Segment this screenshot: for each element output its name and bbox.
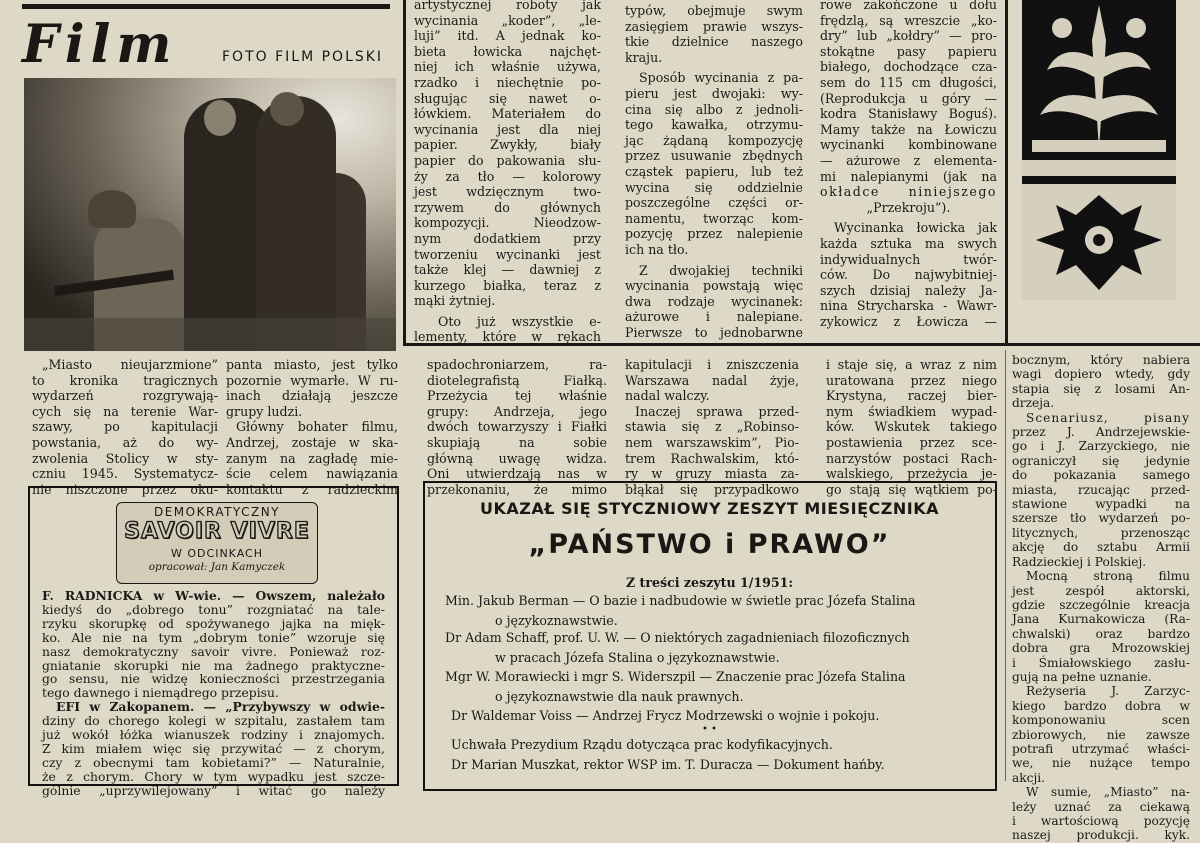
- article-c-line: dry” lub „kołdry” — pro-: [820, 28, 997, 44]
- article-a-line: niej ich właśnie używa,: [414, 59, 601, 75]
- film-review-right-line: Jana Kurnakowicza (Ra-: [1012, 612, 1190, 627]
- film-review-line: ry w gruzy miasta za-: [625, 466, 799, 482]
- article-c-line: Wycinanka łowicka jak: [834, 220, 997, 236]
- film-review-right-line: gdzie szczególnie kreacja: [1012, 597, 1190, 612]
- article-b-line: Sposób wycinania z pa-: [639, 70, 803, 86]
- article-a-line: tworzeniu wycinanki jest: [414, 246, 601, 262]
- article-c-line: wycinanki kombinowane: [820, 137, 997, 153]
- film-review-right-line: zbiorowych, nie zawsze: [1012, 727, 1190, 742]
- film-review-line: stawia się z „Robinso-: [625, 419, 799, 435]
- film-review-line: grupy: Andrzeja, jego: [427, 403, 607, 419]
- article-a-line: papier. Zwykły, biały: [414, 137, 601, 153]
- film-review-line: postawienia przez sce-: [826, 434, 997, 450]
- article-c-line: — ażurowe z elementa-: [820, 152, 997, 168]
- film-review-line: nem warszawskim”, Pio-: [625, 434, 799, 450]
- article-a-line: bieta łowicka najchęt-: [414, 43, 601, 59]
- film-review-right-line: jest zespół aktorski,: [1012, 583, 1190, 598]
- film-review-line: Oni utwierdzają nas w: [427, 466, 607, 482]
- film-review-line: Przeżycia tej właśnie: [427, 388, 607, 404]
- film-review-right-line: szersze tło wydarzeń po-: [1012, 511, 1190, 526]
- film-review-line: spadochroniarzem, ra-: [427, 357, 607, 372]
- film-review-line: Inaczej sprawa przed-: [635, 403, 799, 419]
- article-b-line: pieru jest dwojaki: wy-: [625, 85, 803, 101]
- article-b-line: zasięgiem prawie wszys-: [625, 18, 803, 34]
- film-review-line: uratowana przez niego: [826, 372, 997, 388]
- contents-item: Min. Jakub Berman — O bazie i nadbudowie w świetle prac Józefa Stalina: [445, 593, 916, 608]
- article-b-line: cina się albo z jednoli-: [625, 101, 803, 117]
- film-review-line: walskiego, przeżycia je-: [826, 466, 997, 482]
- film-review-line: ków. Wskutek takiego: [826, 419, 997, 435]
- film-review-line: dwóch towarzyszy i Fiałki: [427, 419, 607, 435]
- film-review-right-line: chwalski) oraz bardzo: [1012, 626, 1190, 641]
- film-review-right-line: stapia się z losami An-: [1012, 381, 1190, 396]
- film-review-line: to kronika tragicznych: [32, 372, 218, 388]
- top-rule-left: [22, 4, 390, 9]
- announcement-headline: UKAZAŁ SIĘ STYCZNIOWY ZESZYT MIESIĘCZNIKA: [479, 499, 940, 518]
- contents-item: Dr Adam Schaff, prof. U. W. — O niektórych zagadnieniach filozoficznych: [445, 630, 910, 645]
- article-b-line: ich na tło.: [625, 241, 689, 257]
- film-review-line: zanym na zagładę mie-: [226, 450, 398, 466]
- film-review-line: kapitulacji i zniszczenia: [625, 357, 799, 372]
- film-review-line: cych się na terenie War-: [32, 403, 218, 419]
- film-review-line: szawy, po kapitulacji: [32, 419, 218, 435]
- photo-credit: FOTO FILM POLSKI: [222, 49, 384, 65]
- film-review-right-line: i Śmiałowskiego zasłu-: [1012, 655, 1190, 670]
- contents-item: o językoznawstwie.: [495, 613, 618, 628]
- film-review-right-line: litycznych, przenosząc: [1012, 525, 1190, 540]
- film-review-line: Andrzej, zostaje w ska-: [226, 434, 398, 450]
- savoir-vivre-line: Z kim miałem więc się przywitać — z chorym,: [42, 740, 385, 756]
- article-b-line: jąc żądaną kompozycję: [625, 132, 803, 148]
- article-b-line: przez usuwanie zbędnych: [625, 148, 803, 164]
- film-review-right-line: miasta, rzucając przed-: [1012, 482, 1190, 497]
- article-b-line: tego kawałka, otrzymu-: [625, 117, 803, 133]
- article-a-line: lementy, które w rękach: [414, 329, 601, 345]
- article-b-line: wycinania powstają więc: [625, 278, 803, 294]
- savoir-vivre-line: już wokół łóżka wianuszek rodziny i znajomych.: [42, 727, 385, 743]
- article-b-line: namentu, tworząc kom-: [625, 210, 803, 226]
- article-column-b: [625, 3, 803, 339]
- section-box-right-rule: [1005, 0, 1008, 345]
- article-a-line: wycinania jest dla niej: [414, 121, 601, 137]
- article-a-line: kompozycji. Nieodzow-: [414, 215, 601, 231]
- contents-item: Dr Waldemar Voiss — Andrzej Frycz Modrzewski o wojnie i pokoju.: [451, 708, 880, 723]
- article-c-line: białego, dochodzące cza-: [820, 59, 997, 75]
- article-a-line: mąki żytniej.: [414, 293, 496, 309]
- film-review-right-line: drzeja.: [1012, 396, 1055, 411]
- article-c-line: nina Strycharska - Wawr-: [820, 298, 997, 314]
- article-column-c: [820, 0, 997, 337]
- article-c-line: okładce niniejszego: [820, 184, 997, 200]
- film-review-right-line: ograniczył się jedynie: [1012, 453, 1190, 468]
- film-review-line: Warszawa nadal żyje,: [625, 372, 799, 388]
- article-b-line: cząstek papieru, lub też: [625, 163, 803, 179]
- article-c-line: sem do 115 cm długości,: [820, 74, 997, 90]
- film-review-right-line: we, nie nużące tempo: [1012, 756, 1190, 771]
- article-a-line: nym dodatkiem przy: [414, 230, 601, 246]
- film-review-line: „Miasto nieujarzmione”: [42, 357, 218, 372]
- savoir-vivre-line2: SAVOIR VIVRE: [124, 519, 310, 544]
- column-divider-right: [1005, 350, 1006, 781]
- film-review-right-line: Reżyseria J. Zarzyc-: [1026, 684, 1190, 699]
- savoir-vivre-line: F. RADNICKA w W-wie. — Owszem, należało: [42, 588, 385, 603]
- article-a-line: wycinania „koder”, „le-: [414, 12, 601, 28]
- article-a-line: Oto już wszystkie e-: [438, 313, 601, 329]
- film-review-line: kontaktu z radzieckim: [226, 481, 398, 497]
- savoir-vivre-box: [28, 486, 399, 798]
- savoir-vivre-line: rzyku skorupkę od spożywanego jajka na mięk-: [42, 615, 385, 631]
- savoir-vivre-line: że z chorym. Chory w tym wypadku jest szcze-: [42, 768, 385, 784]
- savoir-vivre-line: kiedyś do „dobrego tonu” rozgniatać na tale-: [42, 601, 385, 617]
- film-review-right-line: do pokazania samego: [1012, 468, 1190, 483]
- film-review-right-line: W sumie, „Miasto” na-: [1026, 785, 1190, 800]
- article-b-line: kraju.: [625, 49, 663, 65]
- film-review-right-line: Radzieckiej i Polskiej.: [1012, 554, 1147, 569]
- film-review-right-line: leży uznać za ciekawą: [1012, 799, 1190, 814]
- film-review-right-line: akcję do sztabu Armii: [1012, 540, 1190, 555]
- savoir-vivre-line: tego dawnego i niemądrego przepisu.: [42, 685, 279, 701]
- article-a-line: sługując się nawet o-: [414, 90, 601, 106]
- article-c-line: frędzlą, są wreszcie „ko-: [820, 12, 997, 28]
- film-review-column-right: [1012, 353, 1190, 843]
- film-review-right-line: Mocną stroną filmu: [1026, 569, 1190, 584]
- savoir-vivre-line: go sensu, nie widzę konieczności przestrzegania: [42, 671, 385, 687]
- article-column-a: [414, 0, 601, 345]
- magazine-name: „PAŃSTWO i PRAWO”: [528, 529, 891, 560]
- contents-item: o językoznawstwie dla nauk prawnych.: [495, 689, 744, 704]
- film-review-line: panta miasto, jest tylko: [226, 357, 398, 372]
- film-review-line: diotelegrafistą Fiałką.: [427, 372, 607, 388]
- film-review-line: skupiają na sobie: [427, 434, 607, 450]
- article-a-line: rzadko i niechętnie po-: [414, 74, 601, 90]
- savoir-vivre-line: dziny do chorego kolegi w szpitalu, zastałem tam: [42, 713, 385, 729]
- film-review-right-line: naszej produkcji. kyk.: [1012, 828, 1190, 843]
- film-review-line: nym świadkiem wypad-: [826, 403, 997, 419]
- contents-item: Mgr W. Morawiecki i mgr S. Widerszpil — Znaczenie prac Józefa Stalina: [445, 669, 906, 684]
- film-review-line: czniu 1945. Systematycz-: [32, 466, 218, 482]
- contents-item: Uchwała Prezydium Rządu dotycząca prac kodyfikacyjnych.: [451, 737, 833, 752]
- film-review-line: główną uwagę widza.: [427, 450, 607, 466]
- film-review-right-line: gują na pełne uznanie.: [1012, 669, 1152, 684]
- film-review-right-line: i wartościową pozycję: [1012, 814, 1190, 828]
- savoir-vivre-line: gólnie „uprzywilejowany” i witać go należy: [42, 782, 385, 798]
- article-a-line: artystycznej roboty jak: [414, 0, 601, 12]
- article-a-line: luji” itd. A jednak ko-: [414, 28, 601, 44]
- film-review-line: narzystów postaci Rach-: [826, 450, 997, 466]
- savoir-vivre-line: czy z obecnymi tam kobietami?” — Naturalnie,: [42, 754, 385, 770]
- film-review-line: błąkał się przypadkowo: [625, 481, 799, 497]
- section-box-top-rule-left: [403, 0, 406, 345]
- article-c-line: Mamy także na Łowiczu: [820, 121, 997, 137]
- film-review-right-line: go i J. Zarzyckiego, nie: [1012, 439, 1190, 454]
- article-a-line: papier do pakowania słu-: [414, 152, 601, 168]
- contents-intro: Z treści zeszytu 1/1951:: [625, 575, 794, 590]
- article-b-line: ażurowe i nalepiane.: [625, 309, 803, 325]
- contents-item: w pracach Józefa Stalina o językoznawstwie.: [495, 650, 780, 665]
- film-review-column-3: [427, 357, 607, 497]
- film-review-line: ście celem nawiązania: [226, 466, 398, 482]
- article-a-line: rzywem do głównych: [414, 199, 601, 215]
- magazine-announcement-box: [423, 481, 997, 791]
- article-c-line: „Przekroju”).: [866, 199, 951, 215]
- savoir-vivre-line: EFI w Zakopanem. — „Przybywszy w odwie-: [56, 699, 385, 715]
- film-review-column-2: [226, 357, 398, 497]
- article-b-line: tkie dzielnice naszego: [625, 34, 803, 50]
- film-review-right-line: przez J. Andrzejewskie-: [1012, 425, 1190, 440]
- film-review-right-line: wagi dopiero wtedy, gdy: [1012, 367, 1190, 382]
- article-a-line: jest wdzięcznym two-: [414, 184, 601, 200]
- film-review-line: wydarzeń rozgrywają-: [32, 388, 218, 404]
- savoir-vivre-body: [42, 588, 385, 798]
- contents-separator: • •: [702, 724, 717, 735]
- article-b-line: Pierwsze to jednobarwne: [625, 324, 803, 340]
- film-review-line: trem Rachwalskim, któ-: [625, 450, 799, 466]
- film-review-line: zwolenia Stolicy w sty-: [32, 450, 218, 466]
- film-review-line: przekonaniu, że mimo: [427, 481, 607, 497]
- savoir-vivre-line: gniatanie skorupki nie ma żadnego praktyczne-: [42, 657, 385, 673]
- film-review-line: go stają się wątkiem po-: [826, 481, 997, 497]
- article-c-line: każda sztuka ma swych: [820, 235, 997, 251]
- savoir-vivre-author: opracował: Jan Kamyczek: [148, 561, 286, 573]
- film-review-column-1: [32, 357, 218, 497]
- article-c-line: szych dzisiaj należy Ja-: [820, 282, 997, 298]
- film-review-right-line: dobra gra Mrozowskiej: [1012, 641, 1190, 656]
- article-a-line: także klej — dawniej z: [414, 262, 601, 278]
- film-review-column-5: [826, 357, 997, 497]
- film-review-line: nadal walczy.: [625, 388, 710, 404]
- film-review-column-4: [625, 357, 799, 497]
- film-review-line: i staje się, a wraz z nim: [826, 357, 997, 372]
- article-c-line: indywidualnych twór-: [820, 251, 997, 267]
- film-review-right-line: bocznym, który nabiera: [1012, 353, 1190, 367]
- film-review-line: pozornie wymarłe. W ru-: [226, 372, 398, 388]
- article-c-line: zykowicz z Łowicza —: [820, 313, 997, 329]
- film-review-line: powstania, aż do wy-: [32, 434, 218, 450]
- article-c-line: (Reprodukcja u góry —: [820, 90, 997, 106]
- article-b-line: pozycję przez nalepienie: [625, 226, 803, 242]
- film-title: Film: [22, 14, 178, 75]
- savoir-vivre-line1: DEMOKRATYCZNY: [153, 505, 281, 519]
- film-review-right-line: akcji.: [1012, 770, 1046, 785]
- folk-paper-cutout-illustration: [1022, 0, 1176, 300]
- savoir-vivre-line3: W ODCINKACH: [171, 547, 263, 560]
- film-review-line: nie niszczone przez oku-: [32, 481, 218, 497]
- film-review-right-line: kiego bardzo dobra w: [1012, 698, 1190, 713]
- article-c-line: rowe zakończone u dołu: [820, 0, 997, 12]
- film-review-line: Główny bohater filmu,: [236, 419, 398, 435]
- film-review-right-line: komponowaniu scen: [1012, 713, 1190, 728]
- article-b-line: wycina się oddzielnie: [625, 179, 803, 195]
- contents-item: Dr Marian Muszkat, rektor WSP im. T. Duracza — Dokument hańby.: [451, 757, 885, 772]
- film-review-right-line: potrafi utrzymać właści-: [1012, 741, 1190, 756]
- article-b-line: poszczególne części or-: [625, 195, 803, 211]
- article-a-line: kurzego białka, teraz z: [414, 277, 601, 293]
- film-review-right-line: Scenariusz, pisany: [1026, 410, 1190, 425]
- film-review-line: grupy ludzi.: [226, 403, 303, 419]
- article-c-line: stokątne pasy papieru: [820, 43, 997, 59]
- savoir-vivre-line: ko. Ale nie na tym „dobrym tonie” wzoruje się: [42, 629, 385, 645]
- article-b-line: typów, obejmuje swym: [625, 3, 803, 18]
- film-still-photo: [24, 78, 396, 351]
- savoir-vivre-line: nasz demokratyczny savoir vivre. Ponieważ roz-: [42, 643, 385, 659]
- film-review-line: Krystyna, raczej bier-: [826, 388, 997, 404]
- article-c-line: kodra Stanisławy Boguś).: [820, 106, 997, 122]
- film-review-right-line: stawione wypadki na: [1012, 497, 1190, 512]
- article-a-line: łówkiem. Materiałem do: [414, 106, 601, 122]
- savoir-vivre-header: [116, 502, 318, 584]
- article-c-line: mi nalepianymi (jak na: [820, 168, 997, 184]
- article-b-line: Z dwojakiej techniki: [639, 262, 803, 278]
- article-a-line: ży za tło — kolorowy: [414, 168, 601, 184]
- film-review-line: inach działają jeszcze: [226, 388, 398, 404]
- article-c-line: ców. Do najwybitniej-: [820, 267, 997, 283]
- article-b-line: dwa rodzaje wycinanek:: [625, 293, 803, 309]
